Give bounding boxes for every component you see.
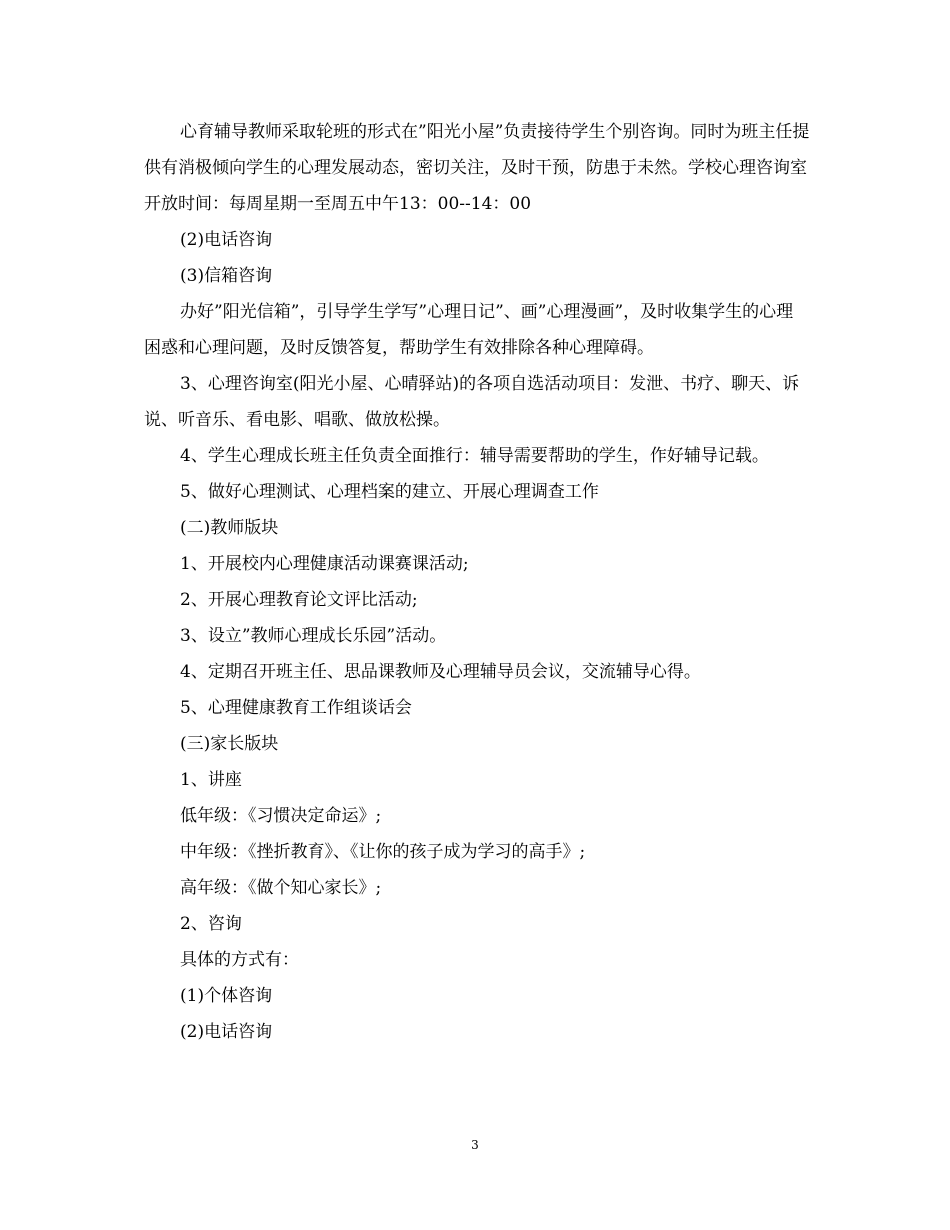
- page-number: 3: [471, 1138, 479, 1152]
- list-item: 2、咨询: [180, 914, 242, 934]
- paragraph: (3)信箱咨询: [180, 266, 273, 286]
- paragraph: 办好”阳光信箱”，引导学生学写”心理日记”、画”心理漫画”，及时收集学生的心理困惑和心理问题，及时反馈答复，帮助学生有效排除各种心理障碍。: [144, 302, 794, 358]
- list-item: 4、定期召开班主任、思品课教师及心理辅导员会议，交流辅导心得。: [180, 662, 701, 682]
- list-item: 1、开展校内心理健康活动课赛课活动;: [180, 554, 469, 574]
- paragraph: (2)电话咨询: [180, 230, 273, 250]
- list-item: (1)个体咨询: [180, 986, 273, 1006]
- list-item: 1、讲座: [180, 770, 242, 790]
- list-item: 2、开展心理教育论文评比活动;: [180, 590, 418, 610]
- list-item: 3、设立”教师心理成长乐园”活动。: [180, 626, 447, 646]
- list-item: 中年级：《挫折教育》、《让你的孩子成为学习的高手》;: [180, 842, 586, 862]
- list-item: 低年级：《习惯决定命运》;: [180, 806, 382, 826]
- document-body: [144, 114, 810, 1050]
- list-item: 5、心理健康教育工作组谈话会: [180, 698, 412, 718]
- paragraph: 具体的方式有：: [180, 950, 299, 970]
- paragraph: 3、心理咨询室(阳光小屋、心晴驿站)的各项自选活动项目：发泄、书疗、聊天、诉说、听音乐、看电影、唱歌、做放松操。: [144, 374, 800, 430]
- paragraph: 心育辅导教师采取轮班的形式在”阳光小屋”负责接待学生个别咨询。同时为班主任提供有消极倾向学生的心理发展动态，密切关注，及时干预，防患于未然。学校心理咨询室开放时间：每周星期一至周五中午13：00--14：00: [144, 122, 810, 214]
- section-heading: (二)教师版块: [180, 518, 279, 538]
- list-item: (2)电话咨询: [180, 1022, 273, 1042]
- paragraph: 5、做好心理测试、心理档案的建立、开展心理调查工作: [180, 482, 599, 502]
- list-item: 高年级：《做个知心家长》;: [180, 878, 382, 898]
- paragraph: 4、学生心理成长班主任负责全面推行：辅导需要帮助的学生，作好辅导记载。: [180, 446, 769, 466]
- section-heading: (三)家长版块: [180, 734, 279, 754]
